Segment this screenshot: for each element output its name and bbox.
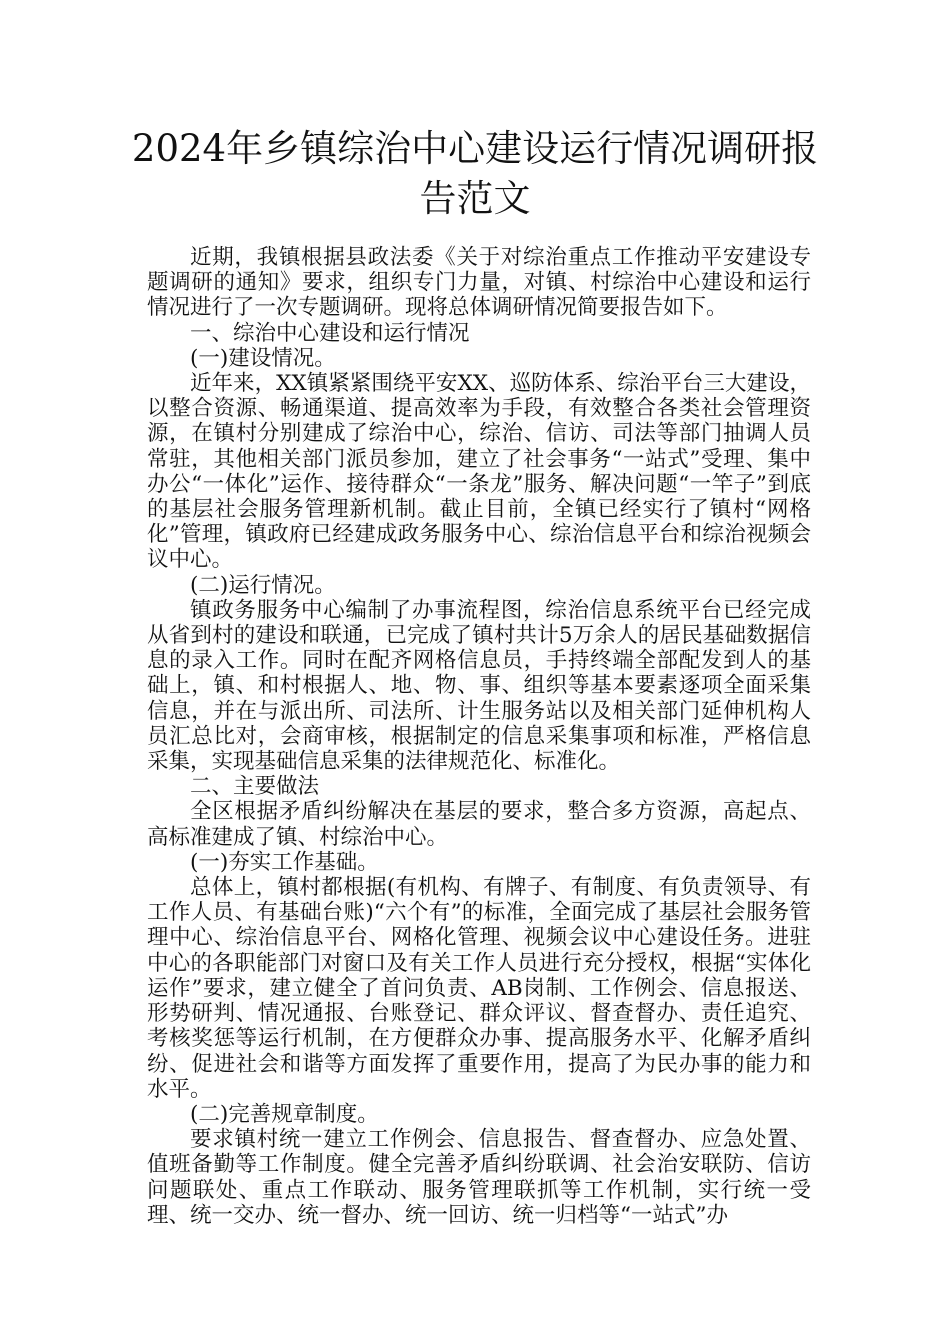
paragraph-foundation: 总体上，镇村都根据(有机构、有牌子、有制度、有负责领导、有工作人员、有基础台账)“六个有”的标准，全面完成了基层社会服务管理中心、综治信息平台、网格化管理、视频会议中心建设任务。进驻中心的各职能部门对窗口及有关工作人员进行充分授权，根据“实体化运作”要求，建立健全了首问负责、AB岗制、工作例会、信息报送、形势研判、情况通报、台账登记、群众评议、督查督办、责任追究、考核奖惩等运行机制，在方便群众办事、提高服务水平、化解矛盾纠纷、促进社会和谐等方面发挥了重要作用，提高了为民办事的能力和水平。 xyxy=(147,875,811,1102)
subsection-heading-1-1: (一)建设情况。 xyxy=(190,345,336,371)
paragraph-regulations: 要求镇村统一建立工作例会、信息报告、督查督办、应急处置、值班备勤等工作制度。健全完善矛盾纠纷联调、社会治安联防、信访问题联处、重点工作联动、服务管理联抓等工作机制，实行统一受理、统一交办、统一督办、统一回访、统一归档等“一站式”办 xyxy=(147,1127,811,1228)
subsection-heading-2-1: (一)夯实工作基础。 xyxy=(190,849,379,875)
section-heading-1: 一、综治中心建设和运行情况 xyxy=(190,320,470,346)
section-heading-2: 二、主要做法 xyxy=(190,774,320,800)
title-line-1: 2024年乡镇综治中心建设运行情况调研报 xyxy=(131,127,819,170)
subsection-heading-2-2: (二)完善规章制度。 xyxy=(190,1101,379,1127)
document-title xyxy=(100,124,850,224)
title-line-2: 告范文 xyxy=(419,177,531,220)
subsection-heading-1-2: (二)运行情况。 xyxy=(190,572,336,598)
document-body xyxy=(147,245,811,1228)
paragraph-practices-intro: 全区根据矛盾纠纷解决在基层的要求，整合多方资源，高起点、高标准建成了镇、村综治中心。 xyxy=(147,799,811,850)
intro-paragraph: 近期，我镇根据县政法委《关于对综治重点工作推动平安建设专题调研的通知》要求，组织专门力量，对镇、村综治中心建设和运行情况进行了一次专题调研。现将总体调研情况简要报告如下。 xyxy=(147,245,811,321)
paragraph-operation: 镇政务服务中心编制了办事流程图，综治信息系统平台已经完成从省到村的建设和联通，已完成了镇村共计5万余人的居民基础数据信息的录入工作。同时在配齐网格信息员，手持终端全部配发到人的基础上，镇、和村根据人、地、物、事、组织等基本要素逐项全面采集信息，并在与派出所、司法所、计生服务站以及相关部门延伸机构人员汇总比对，会商审核，根据制定的信息采集事项和标准，严格信息采集，实现基础信息采集的法律规范化、标准化。 xyxy=(147,597,811,775)
paragraph-construction: 近年来，XX镇紧紧围绕平安XX、巡防体系、综治平台三大建设，以整合资源、畅通渠道、提高效率为手段，有效整合各类社会管理资源，在镇村分别建成了综治中心，综治、信访、司法等部门抽调人员常驻，其他相关部门派员参加，建立了社会事务“一站式”受理、集中办公“一体化”运作、接待群众“一条龙”服务、解决问题“一竿子”到底的基层社会服务管理新机制。截止目前，全镇已经实行了镇村“网格化”管理，镇政府已经建成政务服务中心、综治信息平台和综治视频会议中心。 xyxy=(147,371,811,573)
